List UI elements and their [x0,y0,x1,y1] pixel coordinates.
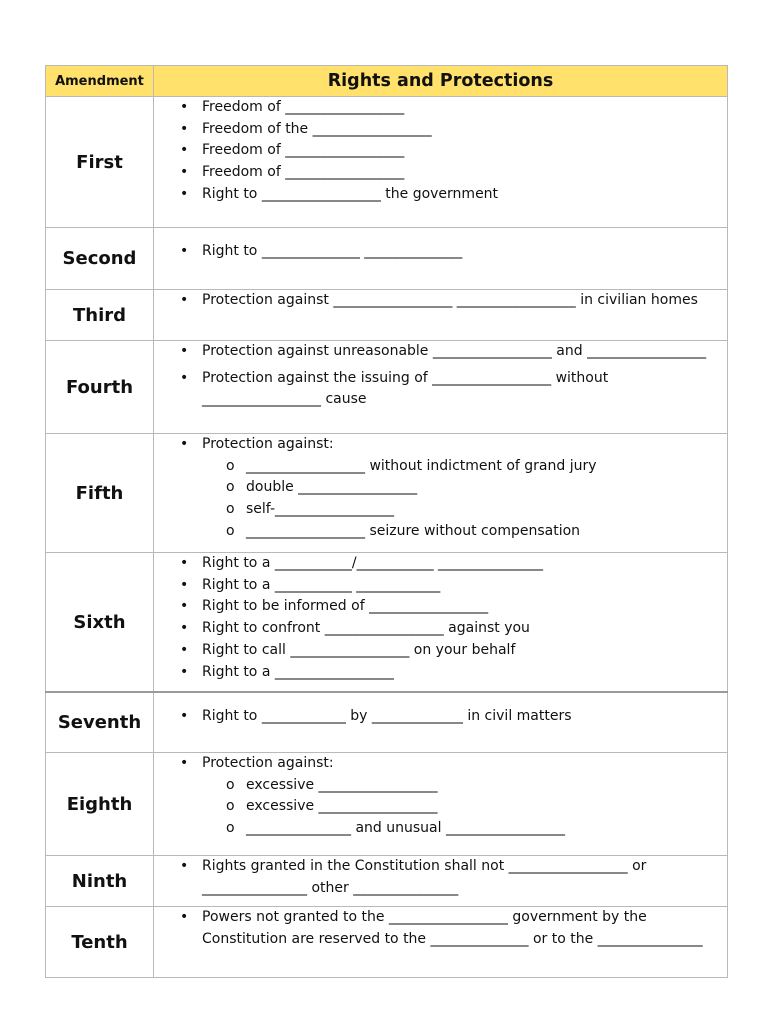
rights-item: • Protection against the issuing of _________________ without _________________ cause [202,368,707,411]
rights-item: • Freedom of _________________ [202,162,707,184]
rights-item: • Right to ____________ by _____________ in civil matters [202,706,707,728]
rights-subitem: o excessive _________________ [246,775,707,797]
row-first [46,97,728,228]
rights-item: • Right to call _________________ on your behalf [202,640,707,662]
rights-item: • Right to a ___________ ____________ [202,575,707,597]
rights-cell [154,907,728,978]
row-ninth [46,856,728,907]
rights-list [154,434,727,543]
header-rights: Rights and Protections [154,66,728,97]
rights-item [202,434,707,543]
row-second [46,228,728,290]
amendment-name: Eighth [46,753,154,856]
amendment-name: Sixth [46,553,154,693]
rights-cell [154,753,728,856]
rights-item: • Freedom of _________________ [202,97,707,119]
rights-cell [154,553,728,693]
rights-list [154,241,727,263]
rights-item: • Right to confront _________________ against you [202,618,707,640]
rights-cell [154,341,728,434]
rights-item [202,753,707,840]
row-sixth [46,553,728,693]
amendment-name: Fourth [46,341,154,434]
rights-item: • Freedom of the _________________ [202,119,707,141]
rights-item: • Freedom of _________________ [202,140,707,162]
rights-item: • Protection against unreasonable _________________ and _________________ [202,341,707,363]
rights-intro: Protection against: [202,755,334,771]
rights-subitem: o excessive _________________ [246,796,707,818]
rights-cell [154,97,728,228]
rights-sublist [202,456,707,543]
rights-cell [154,856,728,907]
row-seventh [46,692,728,753]
rights-item: • Right to a ___________/___________ _______________ [202,553,707,575]
rights-subitem: o self-_________________ [246,499,707,521]
rights-item: • Protection against _________________ _________________ in civilian homes [202,290,707,312]
rights-list [154,97,727,206]
row-third [46,290,728,341]
rights-list [154,856,727,899]
header-amendment: Amendment [46,66,154,97]
rights-list [154,907,727,950]
amendment-name: Second [46,228,154,290]
rights-subitem: o _______________ and unusual _________________ [246,818,707,840]
row-fifth [46,434,728,553]
rights-item: • Right to _________________ the government [202,184,707,206]
rights-item: • Right to a _________________ [202,662,707,684]
rights-sublist [202,775,707,840]
rights-list [154,553,727,683]
row-tenth [46,907,728,978]
amendment-name: Tenth [46,907,154,978]
rights-list [154,706,727,728]
rights-item: • Right to be informed of _________________ [202,596,707,618]
row-eighth [46,753,728,856]
amendments-worksheet-table [45,65,728,978]
rights-cell [154,434,728,553]
rights-list [154,290,727,312]
amendment-name: Ninth [46,856,154,907]
header-row [46,66,728,97]
rights-item: • Right to ______________ ______________ [202,241,707,263]
rights-intro: Protection against: [202,436,334,452]
row-fourth [46,341,728,434]
rights-cell [154,228,728,290]
rights-item: • Powers not granted to the _________________ government by the Constitution are reserved to the ______________ or to the _______________ [202,907,707,950]
rights-list [154,753,727,840]
amendment-name: Seventh [46,692,154,753]
rights-subitem: o _________________ without indictment of grand jury [246,456,707,478]
rights-subitem: o _________________ seizure without compensation [246,521,707,543]
rights-list [154,341,727,411]
rights-cell [154,692,728,753]
amendment-name: Fifth [46,434,154,553]
amendment-name: Third [46,290,154,341]
rights-subitem: o double _________________ [246,477,707,499]
rights-item: • Rights granted in the Constitution shall not _________________ or _______________ other _______________ [202,856,707,899]
amendment-name: First [46,97,154,228]
rights-cell [154,290,728,341]
